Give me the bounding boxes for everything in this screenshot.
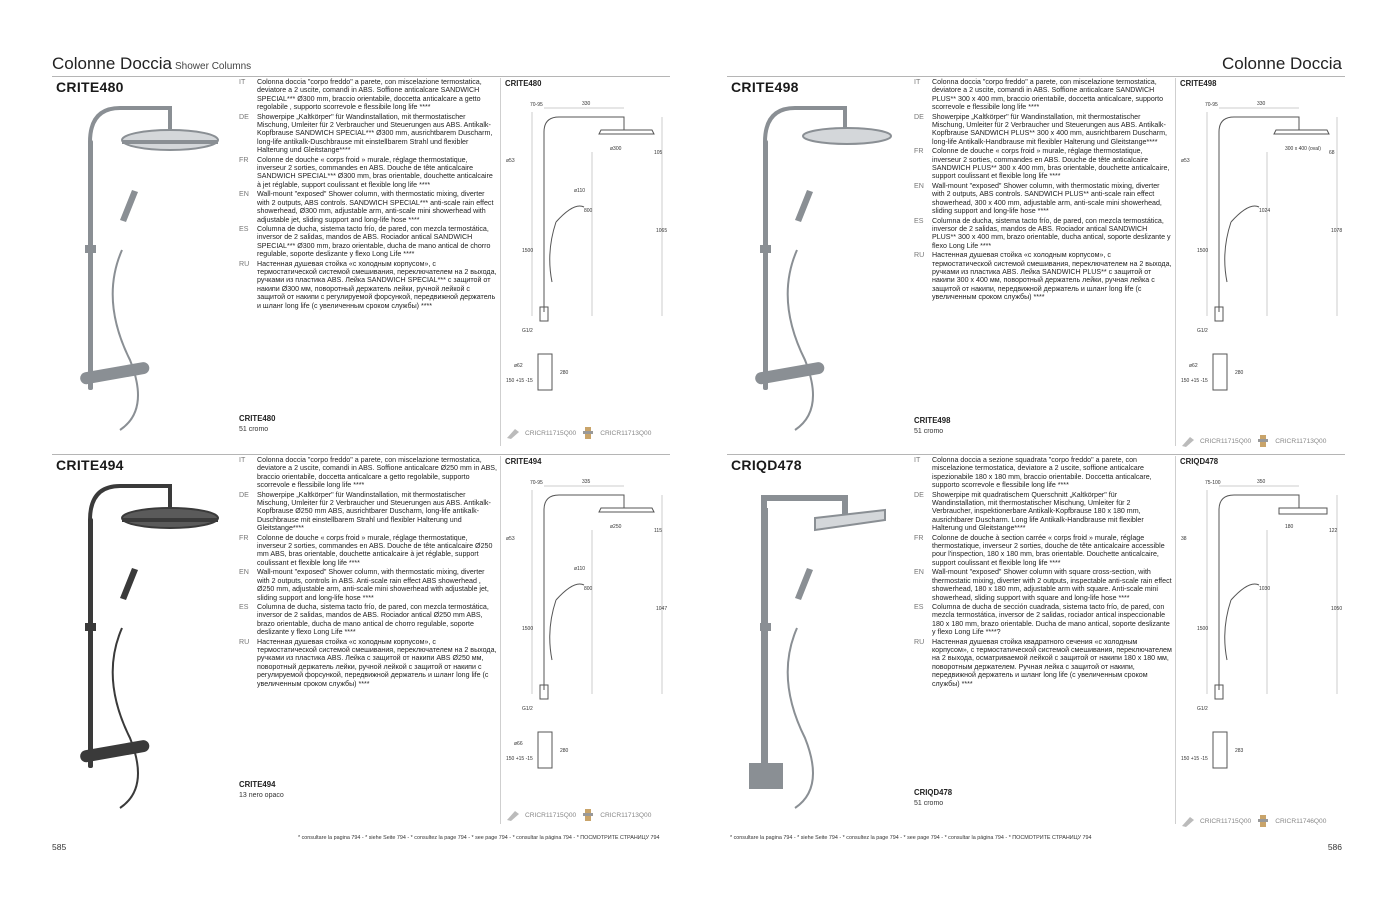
drawing-head bbox=[599, 130, 654, 134]
description-item bbox=[239, 78, 497, 112]
dim-wall: ø53 bbox=[506, 536, 515, 542]
column-riser-icon bbox=[88, 140, 93, 390]
dim-valve-offset: 150 +15 -15 bbox=[1181, 756, 1208, 762]
dim-mid: 800 bbox=[584, 586, 593, 592]
language-code: DE bbox=[914, 112, 924, 121]
product-photo bbox=[735, 100, 905, 445]
description-item bbox=[914, 456, 1172, 490]
finish-info bbox=[914, 788, 952, 807]
product-photo-svg bbox=[735, 100, 905, 445]
description-text: Wall-mount "exposed" Shower column, with thermostatic mixing, diverter with 2 outputs, ABS controls. SANDWICH PLUS** anti-scale rain effect showerhead, 300 x 400 mm, adjustable arm, anti-scale mini showerhead, sliding support and long-life hose **** bbox=[932, 181, 1162, 216]
product-photo-svg bbox=[60, 100, 230, 445]
hand-shower-spare-icon bbox=[505, 426, 521, 440]
dim-wall: ø53 bbox=[1181, 158, 1190, 164]
technical-drawing bbox=[504, 92, 670, 392]
dim-valve-h: 283 bbox=[1235, 748, 1244, 754]
dim-arm: 330 bbox=[582, 101, 591, 107]
description-item bbox=[239, 113, 497, 155]
square-showerhead-icon bbox=[815, 510, 885, 530]
spare-code: CRICR11713Q00 bbox=[1275, 437, 1327, 445]
description-text: Wall-mount "exposed" Shower column, with thermostatic mixing, diverter with 2 outputs, controls in ABS. Anti-scale rain effect ABS showerhead , Ø250 mm, adjustable arm, anti-scale mini showerhead with adjustable jet, sliding support and long-life hose **** bbox=[257, 568, 489, 602]
product-block-crite498 bbox=[727, 76, 1345, 448]
column-divider bbox=[1175, 456, 1176, 824]
language-code: ES bbox=[914, 216, 924, 225]
description-text: Настенная душевая стойка квадратного сечения «с холодным корпусом», с термостатической системой смешивания, переключателем на 2 выхода, осматриваемой лейкой с защитой от накипи 180 x 180 мм, поворотным держателем. Ручная лейка с защитой от накипи, передвижной держатель и шланг long life (с увеличенным сроком службы) **** bbox=[932, 637, 1172, 688]
description-text: Colonne de douche à section carrée « corps froid » murale, réglage thermostatique, inverseur 2 sorties, douche de tête anticalcaire accessible pour l'inspection, 180 x 180 mm, bras orientable. Douchette anticalcaire, support coulissant et flexible long life **** bbox=[932, 533, 1165, 567]
hand-shower-spare-icon bbox=[1180, 434, 1196, 448]
spare-code: CRICR11713Q00 bbox=[600, 811, 652, 819]
dim-valve-d: ø62 bbox=[1189, 363, 1198, 369]
description-text: Wall-mount "exposed" Shower column with square cross-section, with thermostatic mixing, diverter with 2 outputs, inspectable anti-scale rain effect showerhead, 180 x 180 mm, adjustable arm with square. Anti-scale mini showerhead, sliding support with square and long-life hose **** bbox=[932, 568, 1172, 602]
spare-parts bbox=[1180, 434, 1326, 448]
dim-offset: 75-100 bbox=[1205, 480, 1221, 486]
description-list bbox=[914, 456, 1172, 689]
finish-code: CRITE494 bbox=[239, 780, 276, 789]
dim-valve-offset: 150 +15 -15 bbox=[1181, 378, 1208, 384]
description-text: Colonna doccia "corpo freddo" a parete, con miscelazione termostatica, deviatore a 2 uscite, comandi in ABS. Soffione anticalcare Ø250 mm in ABS, braccio orientabile, doccetta anticalcare a getto regolabile, supporto scorrevole e flessibile long life **** bbox=[257, 456, 498, 490]
drawing-hose bbox=[550, 222, 556, 282]
description-text: Настенная душевая стойка «с холодным корпусом», с термостатической системой смешивания, переключателем на 2 выхода, ручками из пластика ABS. Лейка с защитой от накипи ABS Ø250 мм, поворотный держатель лейки, ручной лейкой с защитой от накипи с регулируемой форсункой, передвижной держатель и шланг long life (с увеличенным сроком службы) **** bbox=[257, 637, 497, 688]
page-number-right: 586 bbox=[1327, 842, 1342, 852]
dim-arm: 330 bbox=[1257, 101, 1266, 107]
language-code: RU bbox=[239, 637, 250, 646]
shower-arm-icon bbox=[764, 498, 845, 514]
hand-shower-spare-icon bbox=[505, 808, 521, 822]
description-item bbox=[914, 534, 1172, 568]
language-code: IT bbox=[914, 456, 921, 464]
dim-low: 1500 bbox=[1197, 248, 1209, 254]
drawing-valve bbox=[538, 732, 552, 768]
dim-inlet: G1/2 bbox=[522, 328, 533, 334]
spare-code: CRICR11715Q00 bbox=[1200, 437, 1252, 445]
finish-code: CRITE498 bbox=[914, 416, 951, 425]
description-text: Colonne de douche « corps froid » murale, réglage thermostatique, inverseur 2 sorties, commandes en ABS. Douche de tête anticalcaire Ø250 mm ABS, bras orientable, douchette anticalcaire à jet réglable, support coulissant et flexible long life **** bbox=[257, 533, 493, 567]
drawing-valve bbox=[1213, 354, 1227, 390]
dim-valve-h: 280 bbox=[560, 748, 569, 754]
showerhead-rim-icon bbox=[122, 140, 218, 144]
dim-valve-d: ø62 bbox=[514, 363, 523, 369]
description-item bbox=[239, 491, 497, 533]
cartridge-spare-icon bbox=[1255, 814, 1271, 828]
oval-showerhead-icon bbox=[803, 128, 891, 144]
description-text: Настенная душевая стойка «с холодным корпусом», с термостатической системой смешивания, переключателем на 2 выхода, ручками из пластика ABS. Лейка SANDWICH SPECIAL*** с защитой от накипи Ø300 мм, поворотный держатель лейки, ручной лейкой с защитой от накипи с регулируемой форсункой, передвижной держатель и шланг long life (с увеличенным сроком службы) **** bbox=[257, 259, 497, 310]
description-text: Colonna doccia "corpo freddo" a parete, con miscelazione termostatica, deviatore a 2 uscite, comandi in ABS. Soffione anticalcare SANDWICH SPECIAL*** Ø300 mm, braccio orientabile, doccetta anticalcare a getto regolabile , supporto scorrevole e flessibile long life **** bbox=[257, 78, 482, 112]
language-code: EN bbox=[239, 568, 249, 577]
dim-mid: 800 bbox=[584, 208, 593, 214]
slider-support-icon bbox=[760, 245, 771, 253]
description-list bbox=[239, 456, 497, 689]
description-text: Columna de ducha, sistema tacto frío, de pared, con mezcla termostática, inversor de 2 salidas, mandos de ABS. Rociador antical Ø250 mm ABS, brazo orientable, ducha de mano antical de chorro regulable, soporte deslizante y flexo Long Life **** bbox=[257, 602, 489, 637]
description-item bbox=[239, 456, 497, 490]
dim-head: ø300 bbox=[610, 146, 622, 152]
dim-arm: 335 bbox=[582, 479, 591, 485]
finish-info bbox=[239, 780, 284, 799]
product-rule bbox=[52, 76, 670, 77]
description-item bbox=[239, 260, 497, 310]
description-item bbox=[914, 182, 1172, 216]
dim-wall: 38 bbox=[1181, 536, 1187, 542]
product-code: CRITE494 bbox=[56, 457, 124, 473]
description-item bbox=[239, 603, 497, 637]
description-text: Wall-mount "exposed" Shower column, with thermostatic mixing, diverter with 2 outputs, ABS controls. SANDWICH SPECIAL*** anti-scale rain effect showerhead, Ø300 mm, adjustable arm, anti-scale mini showerhead with adjustable jet, sliding support and long-life hose **** bbox=[257, 190, 494, 224]
dim-valve-h: 280 bbox=[1235, 370, 1244, 376]
dim-valve-h: 280 bbox=[560, 370, 569, 376]
language-code: EN bbox=[239, 190, 249, 199]
language-code: RU bbox=[239, 259, 250, 268]
shower-hose-icon bbox=[788, 250, 813, 430]
dim-head-drop: 105 bbox=[654, 150, 663, 156]
dim-inlet: G1/2 bbox=[1197, 328, 1208, 334]
page-subtitle: Shower Columns bbox=[175, 61, 252, 72]
description-item bbox=[239, 190, 497, 224]
language-code: EN bbox=[914, 181, 924, 190]
dim-offset: 70-95 bbox=[1205, 102, 1218, 108]
language-code: FR bbox=[914, 533, 924, 542]
dim-valve-d: ø66 bbox=[514, 741, 523, 747]
dim-head: ø250 bbox=[610, 524, 622, 530]
dim-mid: 1030 bbox=[1259, 586, 1271, 592]
spare-code: CRICR11713Q00 bbox=[600, 429, 652, 437]
drawing-hand-shower bbox=[556, 584, 584, 600]
page-number-left: 585 bbox=[52, 842, 67, 852]
technical-drawing-wrap bbox=[1179, 92, 1345, 392]
finish-code: CRITE480 bbox=[239, 414, 276, 423]
column-divider bbox=[500, 456, 501, 824]
finish-info bbox=[239, 414, 275, 433]
description-text: Colonne de douche « corps froid » murale, réglage thermostatique, inverseur 2 sorties, commandes en ABS. Douche de tête anticalcaire SANDWICH PLUS** 300 x 400 mm, bras orientable, douchette anticalcaire, support coulissant et flexible long life **** bbox=[932, 147, 1170, 181]
description-item bbox=[914, 113, 1172, 147]
language-code: FR bbox=[914, 147, 924, 156]
dim-head-drop: 122 bbox=[1329, 528, 1338, 534]
description-item bbox=[914, 568, 1172, 602]
description-text: Showerpipe „Kaltkörper" für Wandinstallation, mit thermostatischer Mischung, Umleiter für 2 Verbraucher und Steuerungen aus ABS. Antikalk-Kopfbrause Ø250 mm ABS, ausrichtbarer Duscharm, long-life antikalk-Duschbrause mit einstellbarem Strahl und flexibler Halterung und Gleitstange**** bbox=[257, 490, 491, 533]
finish-info bbox=[914, 416, 950, 435]
description-text: Showerpipe mit quadratischem Querschnitt „Kaltkörper" für Wandinstallation, mit thermostatischer Mischung, Umleiter für 2 Verbraucher, inspektionerbare Antikalk-Kopfbrause 180 x 180 mm, ausrichtbarer Duscharm. Long life Antikalk-Handbrause mit flexibler Halterung und Gleitstange**** bbox=[932, 490, 1144, 533]
product-photo-svg bbox=[735, 478, 905, 823]
product-code: CRIQD478 bbox=[731, 457, 802, 473]
spare-code: CRICR11715Q00 bbox=[1200, 817, 1252, 825]
slider-support-icon bbox=[85, 623, 96, 631]
finish-name: 13 nero opaco bbox=[239, 792, 284, 799]
dim-total: 1047 bbox=[656, 606, 668, 612]
dim-offset: 70-95 bbox=[530, 480, 543, 486]
finish-name: 51 cromo bbox=[239, 426, 269, 433]
dim-total: 1078 bbox=[1331, 228, 1343, 234]
description-item bbox=[239, 156, 497, 190]
description-item bbox=[914, 217, 1172, 251]
dim-arm: 350 bbox=[1257, 479, 1266, 485]
dim-offset: 70-95 bbox=[530, 102, 543, 108]
language-code: FR bbox=[239, 155, 249, 164]
cartridge-spare-icon bbox=[580, 426, 596, 440]
description-item bbox=[239, 225, 497, 259]
dim-hand: ø110 bbox=[574, 566, 586, 572]
product-photo bbox=[60, 478, 230, 823]
cartridge-spare-icon bbox=[1255, 434, 1271, 448]
description-item bbox=[239, 534, 497, 568]
dim-valve-offset: 150 +15 -15 bbox=[506, 756, 533, 762]
product-rule bbox=[727, 454, 1345, 455]
thermostatic-mixer-icon bbox=[749, 763, 783, 789]
product-photo bbox=[60, 100, 230, 445]
dim-valve-offset: 150 +15 -15 bbox=[506, 378, 533, 384]
dim-head: 180 bbox=[1285, 524, 1294, 530]
drawing-head bbox=[1274, 130, 1329, 134]
product-code: CRITE480 bbox=[56, 79, 124, 95]
language-code: ES bbox=[239, 602, 249, 611]
slider-support-icon bbox=[85, 245, 96, 253]
product-rule bbox=[52, 454, 670, 455]
language-code: IT bbox=[239, 78, 246, 86]
language-code: IT bbox=[914, 78, 921, 86]
technical-drawing-wrap bbox=[504, 92, 670, 392]
language-code: DE bbox=[239, 112, 249, 121]
description-text: Columna de ducha de sección cuadrada, sistema tacto frío, de pared, con mezcla termostática, inversor de 2 salidas, rociador antical inspeccionable 180 x 180 mm, brazo orientable. Ducha de mano antical, soporte deslizante y flexo Long Life ****? bbox=[932, 602, 1170, 637]
product-block-crite494 bbox=[52, 454, 670, 826]
technical-drawing bbox=[1179, 92, 1345, 392]
dim-total: 1065 bbox=[656, 228, 668, 234]
finish-name: 51 cromo bbox=[914, 428, 944, 435]
language-code: ES bbox=[914, 602, 924, 611]
dim-head-drop: 115 bbox=[654, 528, 662, 534]
spare-parts bbox=[1180, 814, 1326, 828]
technical-drawing-wrap bbox=[504, 470, 670, 770]
product-block-criqd478 bbox=[727, 454, 1345, 826]
page-title-text: Colonne Doccia bbox=[52, 54, 173, 73]
product-block-crite480 bbox=[52, 76, 670, 448]
description-item bbox=[914, 251, 1172, 301]
product-photo bbox=[735, 478, 905, 823]
page-title-left bbox=[52, 54, 251, 74]
technical-drawing bbox=[1179, 470, 1345, 770]
drawing-code: CRITE498 bbox=[1180, 79, 1217, 88]
slider-support-icon bbox=[760, 623, 771, 631]
dim-total: 1050 bbox=[1331, 606, 1343, 612]
language-code: DE bbox=[239, 490, 249, 499]
hand-shower-icon bbox=[795, 190, 813, 222]
dim-inlet: G1/2 bbox=[522, 706, 533, 712]
drawing-code: CRIQD478 bbox=[1180, 457, 1219, 466]
column-riser-icon bbox=[763, 140, 768, 390]
dim-hand: ø110 bbox=[574, 188, 586, 194]
language-code: EN bbox=[914, 568, 924, 577]
showerhead-rim-icon bbox=[122, 518, 218, 522]
description-item bbox=[914, 603, 1172, 637]
spare-code: CRICR11746Q00 bbox=[1275, 817, 1327, 825]
hand-shower-icon bbox=[795, 568, 813, 600]
spare-code: CRICR11715Q00 bbox=[525, 811, 577, 819]
finish-code: CRIQD478 bbox=[914, 788, 953, 797]
description-item bbox=[914, 147, 1172, 181]
description-text: Colonna doccia "corpo freddo" a parete, con miscelazione termostatica, deviatore a 2 uscite, comandi in ABS. Soffione anticalcare SANDWICH PLUS** 300 x 400 mm, braccio orientabile, doccetta anticalcare, supporto scorrevole e flessibile long life **** bbox=[932, 78, 1164, 112]
description-text: Colonne de douche « corps froid » murale, réglage thermostatique, inverseur 2 sorties, commandes en ABS. Douche de tête anticalcaire SANDWICH SPECIAL*** Ø300 mm, bras orientable, douchette anticalcaire à jet réglable, support coulissant et flexible long life **** bbox=[257, 155, 493, 189]
drawing-hose bbox=[550, 600, 556, 660]
column-riser-icon bbox=[88, 518, 93, 768]
shower-hose-icon bbox=[113, 628, 138, 808]
language-code: RU bbox=[914, 251, 925, 260]
description-text: Showerpipe „Kaltkörper" für Wandinstallation, mit thermostatischer Mischung, Umleiter für 2 Verbraucher und Steuerungen aus ABS. Antikalk-Kopfbrause SANDWICH PLUS** 300 x 400 mm, ausrichtbarem Duscharm, long-life Antikalk-Handbrause mit flexibler Halterung und Gleitstange**** bbox=[932, 112, 1167, 146]
column-divider bbox=[1175, 78, 1176, 446]
description-item bbox=[914, 491, 1172, 533]
description-item bbox=[914, 78, 1172, 112]
footnote-right: * consultare la pagina 794 - * siehe Seite 794 - * consultez la page 794 - * see page 794 - * consultar la página 794 - * ПОСМОТРИТЕ СТРАНИЦУ 794 bbox=[730, 835, 1092, 841]
description-text: Showerpipe „Kaltkörper" für Wandinstallation, mit thermostatischer Mischung, Umleiter für 2 Verbraucher und Steuerungen aus ABS. Antikalk-Kopfbrause SANDWICH SPECIAL*** Ø300 mm, ausrichtbarem Duscharm, long-life antikalk-Duschbrause mit einstellbarem Strahl und flexibler Halterung und Gleitstange**** bbox=[257, 112, 493, 155]
dim-head: 300 x 400 (oval) bbox=[1285, 146, 1321, 152]
description-item bbox=[239, 638, 497, 688]
cartridge-spare-icon bbox=[580, 808, 596, 822]
dim-wall: ø53 bbox=[506, 158, 515, 164]
drawing-hose bbox=[1225, 600, 1231, 660]
dim-low: 1500 bbox=[1197, 626, 1209, 632]
product-rule bbox=[727, 76, 1345, 77]
product-code: CRITE498 bbox=[731, 79, 799, 95]
page-title-right: Colonne Doccia bbox=[1221, 54, 1342, 73]
language-code: DE bbox=[914, 490, 924, 499]
spare-parts bbox=[505, 808, 651, 822]
drawing-head bbox=[599, 508, 654, 512]
drawing-hose bbox=[1225, 222, 1231, 282]
dim-head-drop: 68 bbox=[1329, 150, 1335, 156]
language-code: FR bbox=[239, 533, 249, 542]
description-list bbox=[914, 78, 1172, 303]
description-item bbox=[914, 638, 1172, 688]
description-text: Columna de ducha, sistema tacto frío, de pared, con mezcla termostática, inversor de 2 salidas, mandos de ABS. Rociador antical SANDWICH SPECIAL*** Ø300 mm, brazo orientable, ducha de mano antical de chorro regulable, soporte deslizante y flexo Long Life **** bbox=[257, 224, 491, 259]
technical-drawing-wrap bbox=[1179, 470, 1345, 770]
hand-shower-spare-icon bbox=[1180, 814, 1196, 828]
description-item bbox=[239, 568, 497, 602]
drawing-hand-shower bbox=[556, 206, 584, 222]
description-text: Настенная душевая стойка «с холодным корпусом», с термостатической системой смешивания, переключателем на 2 выхода, ручками из пластика ABS. Лейка SANDWICH PLUS** с защитой от накипи 300 x 400 мм, поворотный держатель лейки, ручная лейка с защитой от накипи, передвижной держатель и шланг long life (с увеличенным сроком службы) **** bbox=[932, 251, 1172, 302]
drawing-valve bbox=[1213, 732, 1227, 768]
footnote-left: * consultare la pagina 794 - * siehe Seite 794 - * consultez la page 794 - * see page 794 - * consultar la página 794 - * ПОСМОТРИТЕ СТРАНИЦУ 794 bbox=[298, 835, 660, 841]
drawing-valve bbox=[538, 354, 552, 390]
drawing-code: CRITE480 bbox=[505, 79, 542, 88]
hand-shower-icon bbox=[120, 190, 138, 222]
language-code: ES bbox=[239, 224, 249, 233]
shower-hose-icon bbox=[788, 628, 813, 808]
dim-low: 1500 bbox=[522, 626, 534, 632]
technical-drawing bbox=[504, 470, 670, 770]
dim-mid: 1024 bbox=[1259, 208, 1271, 214]
hand-shower-icon bbox=[120, 568, 138, 600]
product-photo-svg bbox=[60, 478, 230, 823]
column-divider bbox=[500, 78, 501, 446]
drawing-hand-shower bbox=[1231, 206, 1259, 222]
spare-parts bbox=[505, 426, 651, 440]
description-text: Columna de ducha, sistema tacto frío, de pared, con mezcla termostática, inversor de 2 salidas, mandos de ABS. Rociador antical SANDWICH PLUS** 300 x 400 mm, brazo orientable, ducha antical, soporte deslizante y flexo Long Life **** bbox=[932, 216, 1171, 250]
dim-inlet: G1/2 bbox=[1197, 706, 1208, 712]
drawing-code: CRITE494 bbox=[505, 457, 542, 466]
column-riser-icon bbox=[761, 508, 768, 788]
description-list bbox=[239, 78, 497, 311]
shower-hose-icon bbox=[113, 250, 138, 430]
description-text: Colonna doccia a sezione squadrata "corpo freddo" a parete, con miscelazione termostatica, deviatore a 2 uscite, soffione anticalcare ispezionabile 180 x 180 mm, braccio orientabile. Doccetta anticalcare, supporto scorrevole e flessibile long life **** bbox=[932, 456, 1152, 490]
language-code: RU bbox=[914, 637, 925, 646]
drawing-head bbox=[1279, 508, 1327, 514]
language-code: IT bbox=[239, 456, 246, 464]
finish-name: 51 cromo bbox=[914, 800, 944, 807]
dim-low: 1500 bbox=[522, 248, 534, 254]
drawing-hand-shower bbox=[1231, 584, 1259, 600]
spare-code: CRICR11715Q00 bbox=[525, 429, 577, 437]
